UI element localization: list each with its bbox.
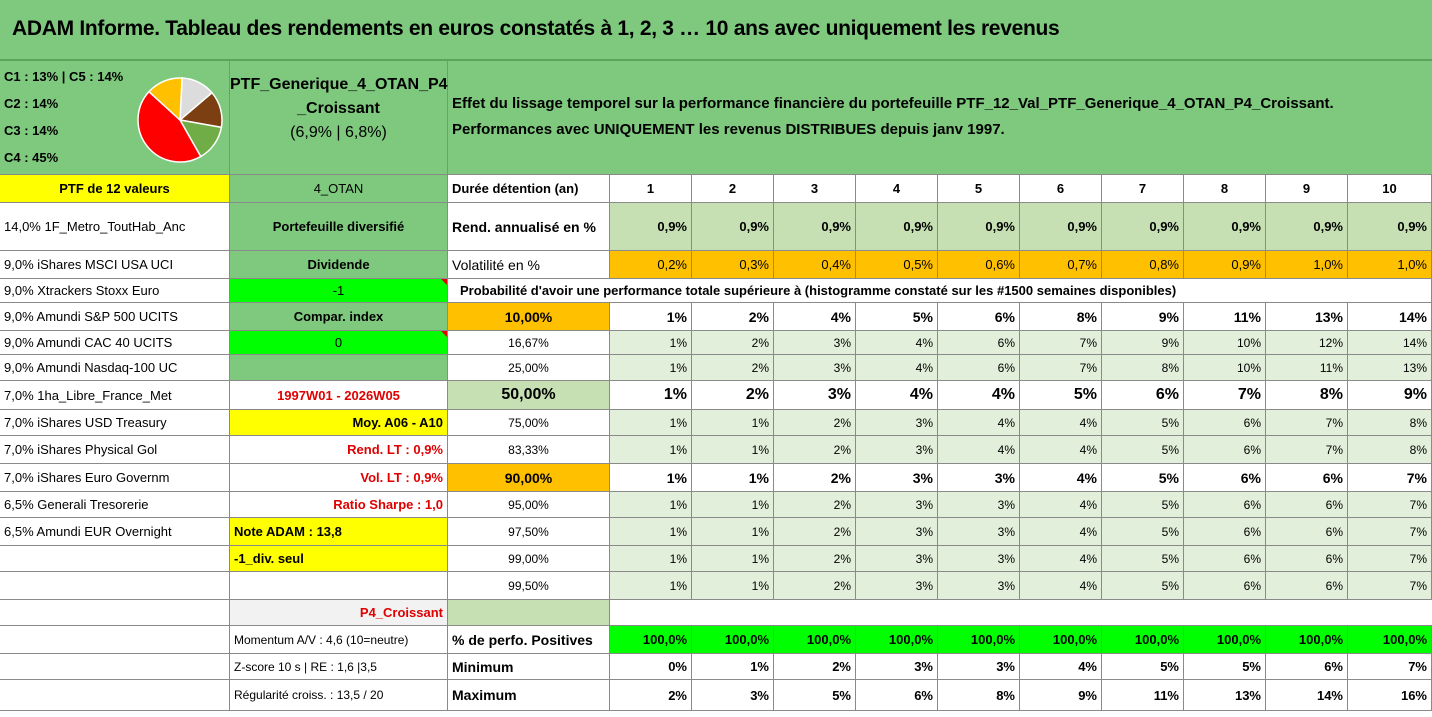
probability-value: 3% — [774, 381, 856, 410]
minimum-value: 5% — [1102, 654, 1184, 680]
probability-value: 2% — [692, 381, 774, 410]
probability-value: 8% — [1020, 303, 1102, 331]
rend-label: Rend. annualisé en % — [448, 203, 610, 251]
portfolio-name-line3: (6,9% | 6,8%) — [290, 124, 387, 141]
rend-value: 0,9% — [1102, 203, 1184, 251]
year-header: 6 — [1020, 175, 1102, 203]
probability-label: 90,00% — [448, 464, 610, 492]
positive-value: 100,0% — [856, 626, 938, 654]
probability-value: 7% — [1020, 355, 1102, 381]
note-adam: Note ADAM : 13,8 — [230, 518, 448, 546]
probability-value: 4% — [1020, 518, 1102, 546]
year-header: 4 — [856, 175, 938, 203]
probability-value: 4% — [1020, 410, 1102, 436]
year-header: 9 — [1266, 175, 1348, 203]
probability-value: 1% — [610, 410, 692, 436]
probability-label: 50,00% — [448, 381, 610, 410]
minimum-value: 0% — [610, 654, 692, 680]
probability-value: 3% — [856, 492, 938, 518]
maximum-value: 13% — [1184, 680, 1266, 711]
probability-value: 2% — [774, 546, 856, 572]
probability-value: 2% — [774, 518, 856, 546]
rend-lt-label: Rend. LT : 0,9% — [230, 436, 448, 464]
div-seul-label: -1_div. seul — [230, 546, 448, 572]
minimum-value: 5% — [1184, 654, 1266, 680]
minimum-value: 3% — [856, 654, 938, 680]
dividende-value: -1 — [230, 279, 448, 303]
positive-value: 100,0% — [1184, 626, 1266, 654]
probability-value: 3% — [774, 331, 856, 355]
probability-value: 14% — [1348, 303, 1432, 331]
minimum-value: 3% — [938, 654, 1020, 680]
probability-value: 3% — [856, 546, 938, 572]
probability-value: 7% — [1184, 381, 1266, 410]
empty-cell — [0, 572, 230, 600]
probability-value: 7% — [1348, 464, 1432, 492]
positive-value: 100,0% — [1102, 626, 1184, 654]
probability-value: 7% — [1348, 546, 1432, 572]
empty-cell — [610, 600, 1432, 626]
positive-value: 100,0% — [1348, 626, 1432, 654]
pie-label: C2 : 14% — [4, 96, 59, 111]
maximum-label: Maximum — [448, 680, 610, 711]
duree-label: Durée détention (an) — [448, 175, 610, 203]
vol-value: 0,7% — [1020, 251, 1102, 279]
rend-value: 0,9% — [774, 203, 856, 251]
probability-value: 6% — [1184, 436, 1266, 464]
diversified-label: Portefeuille diversifié — [230, 203, 448, 251]
probability-value: 2% — [774, 410, 856, 436]
probability-value: 1% — [610, 436, 692, 464]
rend-value: 0,9% — [1348, 203, 1432, 251]
positive-label: % de perfo. Positives — [448, 626, 610, 654]
probability-value: 12% — [1266, 331, 1348, 355]
probability-value: 7% — [1348, 572, 1432, 600]
probability-value: 4% — [856, 381, 938, 410]
year-header: 10 — [1348, 175, 1432, 203]
probability-value: 5% — [856, 303, 938, 331]
probability-value: 9% — [1102, 303, 1184, 331]
vol-label: Volatilité en % — [448, 251, 610, 279]
probability-value: 6% — [1184, 546, 1266, 572]
probability-value: 10% — [1184, 355, 1266, 381]
vol-lt-label: Vol. LT : 0,9% — [230, 464, 448, 492]
probability-value: 5% — [1020, 381, 1102, 410]
vol-value: 1,0% — [1266, 251, 1348, 279]
holding-item: 7,0% iShares Physical Gol — [0, 436, 230, 464]
probability-value: 1% — [610, 381, 692, 410]
probability-value: 2% — [692, 331, 774, 355]
probability-value: 1% — [610, 492, 692, 518]
pie-label: C4 : 45% — [4, 150, 59, 165]
probability-value: 9% — [1348, 381, 1432, 410]
year-header: 1 — [610, 175, 692, 203]
maximum-value: 8% — [938, 680, 1020, 711]
maximum-value: 2% — [610, 680, 692, 711]
year-header: 8 — [1184, 175, 1266, 203]
probability-value: 6% — [1184, 518, 1266, 546]
probability-label: 75,00% — [448, 410, 610, 436]
probability-value: 5% — [1102, 492, 1184, 518]
probability-value: 6% — [938, 303, 1020, 331]
probability-value: 3% — [856, 464, 938, 492]
probability-value: 3% — [938, 546, 1020, 572]
probability-value: 3% — [774, 355, 856, 381]
minimum-label: Minimum — [448, 654, 610, 680]
probability-value: 1% — [692, 436, 774, 464]
rend-value: 0,9% — [1020, 203, 1102, 251]
year-header: 5 — [938, 175, 1020, 203]
probability-value: 8% — [1348, 436, 1432, 464]
holding-item: 7,0% 1ha_Libre_France_Met — [0, 381, 230, 410]
probability-value: 4% — [938, 410, 1020, 436]
empty-cell — [0, 546, 230, 572]
period-label: 1997W01 - 2026W05 — [230, 381, 448, 410]
probability-value: 6% — [1102, 381, 1184, 410]
description-line1: Effet du lissage temporel sur la performance financière du portefeuille PTF_12_Val_PTF_Generique_4_OTAN_P4_Croissant. — [452, 95, 1334, 112]
probability-value: 4% — [1020, 572, 1102, 600]
vol-value: 0,5% — [856, 251, 938, 279]
year-header: 7 — [1102, 175, 1184, 203]
positive-value: 100,0% — [938, 626, 1020, 654]
page-title: ADAM Informe. Tableau des rendements en euros constatés à 1, 2, 3 … 10 ans avec uniquement les revenus — [0, 0, 1432, 61]
dividende-label: Dividende — [230, 251, 448, 279]
probability-value: 6% — [1184, 492, 1266, 518]
empty-cell — [230, 355, 448, 381]
probability-label: 25,00% — [448, 355, 610, 381]
probability-value: 4% — [938, 381, 1020, 410]
probability-value: 1% — [610, 572, 692, 600]
empty-cell — [0, 626, 230, 654]
probability-value: 1% — [610, 464, 692, 492]
probability-value: 6% — [1184, 572, 1266, 600]
holding-item: 6,5% Generali Tresorerie — [0, 492, 230, 518]
minimum-value: 7% — [1348, 654, 1432, 680]
probability-value: 4% — [938, 436, 1020, 464]
probability-value: 9% — [1102, 331, 1184, 355]
holding-item: 7,0% iShares USD Treasury — [0, 410, 230, 436]
probability-value: 5% — [1102, 410, 1184, 436]
holding-item: 14,0% 1F_Metro_ToutHab_Anc — [0, 203, 230, 251]
probability-value: 2% — [774, 464, 856, 492]
vol-value: 0,6% — [938, 251, 1020, 279]
probability-value: 7% — [1266, 436, 1348, 464]
probability-value: 1% — [692, 410, 774, 436]
maximum-value: 5% — [774, 680, 856, 711]
probability-value: 5% — [1102, 546, 1184, 572]
portfolio-name-line1: PTF_Generique_4_OTAN_P4 — [230, 76, 448, 93]
probability-value: 1% — [610, 303, 692, 331]
probability-value: 2% — [774, 492, 856, 518]
positive-value: 100,0% — [1020, 626, 1102, 654]
vol-value: 0,4% — [774, 251, 856, 279]
empty-cell — [1348, 279, 1432, 303]
probability-value: 13% — [1266, 303, 1348, 331]
year-header: 3 — [774, 175, 856, 203]
probability-value: 4% — [856, 331, 938, 355]
probability-value: 2% — [774, 436, 856, 464]
proba-title: Probabilité d'avoir une performance totale supérieure à (histogramme constaté sur les #1500 semaines disponibles) — [448, 279, 1348, 303]
probability-value: 5% — [1102, 518, 1184, 546]
probability-value: 6% — [1266, 492, 1348, 518]
probability-value: 3% — [856, 436, 938, 464]
probability-value: 8% — [1102, 355, 1184, 381]
holding-item: 6,5% Amundi EUR Overnight — [0, 518, 230, 546]
probability-value: 4% — [774, 303, 856, 331]
maximum-value: 11% — [1102, 680, 1184, 711]
holding-item: 9,0% Xtrackers Stoxx Euro — [0, 279, 230, 303]
probability-label: 99,00% — [448, 546, 610, 572]
minimum-value: 1% — [692, 654, 774, 680]
regularite-label: Régularité croiss. : 13,5 / 20 — [230, 680, 448, 711]
maximum-value: 3% — [692, 680, 774, 711]
empty-cell — [230, 572, 448, 600]
zscore-label: Z-score 10 s | RE : 1,6 |3,5 — [230, 654, 448, 680]
holding-item: 9,0% Amundi S&P 500 UCITS — [0, 303, 230, 331]
probability-value: 6% — [1266, 546, 1348, 572]
minimum-value: 2% — [774, 654, 856, 680]
moy-label: Moy. A06 - A10 — [230, 410, 448, 436]
probability-value: 6% — [1266, 464, 1348, 492]
probability-value: 3% — [856, 572, 938, 600]
probability-value: 6% — [1266, 572, 1348, 600]
rend-value: 0,9% — [1266, 203, 1348, 251]
probability-value: 10% — [1184, 331, 1266, 355]
probability-value: 6% — [938, 355, 1020, 381]
compar-index-label: Compar. index — [230, 303, 448, 331]
left-col-header: PTF de 12 valeurs — [0, 175, 230, 203]
probability-value: 7% — [1348, 492, 1432, 518]
vol-value: 1,0% — [1348, 251, 1432, 279]
vol-value: 0,8% — [1102, 251, 1184, 279]
probability-value: 4% — [1020, 546, 1102, 572]
positive-value: 100,0% — [774, 626, 856, 654]
probability-label: 83,33% — [448, 436, 610, 464]
compar-index-value: 0 — [230, 331, 448, 355]
probability-value: 1% — [610, 355, 692, 381]
maximum-value: 14% — [1266, 680, 1348, 711]
probability-value: 3% — [938, 464, 1020, 492]
pie-label: C3 : 14% — [4, 123, 59, 138]
probability-value: 4% — [856, 355, 938, 381]
probability-value: 3% — [938, 572, 1020, 600]
holding-item: 9,0% Amundi CAC 40 UCITS — [0, 331, 230, 355]
rend-value: 0,9% — [856, 203, 938, 251]
probability-value: 1% — [692, 464, 774, 492]
holding-item: 7,0% iShares Euro Governm — [0, 464, 230, 492]
probability-label: 99,50% — [448, 572, 610, 600]
holding-item: 9,0% Amundi Nasdaq-100 UC — [0, 355, 230, 381]
probability-value: 3% — [938, 518, 1020, 546]
vol-value: 0,9% — [1184, 251, 1266, 279]
probability-value: 1% — [692, 518, 774, 546]
probability-value: 6% — [938, 331, 1020, 355]
probability-value: 1% — [610, 546, 692, 572]
probability-label: 10,00% — [448, 303, 610, 331]
probability-value: 3% — [856, 518, 938, 546]
probability-value: 7% — [1348, 518, 1432, 546]
profile-label: P4_Croissant — [230, 600, 448, 626]
sharpe-label: Ratio Sharpe : 1,0 — [230, 492, 448, 518]
probability-value: 8% — [1348, 410, 1432, 436]
probability-label: 97,50% — [448, 518, 610, 546]
description-line2: Performances avec UNIQUEMENT les revenus DISTRIBUES depuis janv 1997. — [452, 121, 1005, 138]
rend-value: 0,9% — [1184, 203, 1266, 251]
probability-value: 4% — [1020, 464, 1102, 492]
probability-value: 1% — [610, 331, 692, 355]
probability-value: 4% — [1020, 436, 1102, 464]
rend-value: 0,9% — [692, 203, 774, 251]
maximum-value: 6% — [856, 680, 938, 711]
probability-value: 2% — [692, 303, 774, 331]
probability-value: 5% — [1102, 572, 1184, 600]
maximum-value: 9% — [1020, 680, 1102, 711]
portfolio-name-line2: _Croissant — [297, 100, 380, 117]
probability-value: 3% — [938, 492, 1020, 518]
empty-cell — [0, 654, 230, 680]
minimum-value: 4% — [1020, 654, 1102, 680]
rend-value: 0,9% — [610, 203, 692, 251]
probability-value: 7% — [1020, 331, 1102, 355]
maximum-value: 16% — [1348, 680, 1432, 711]
probability-value: 5% — [1102, 436, 1184, 464]
empty-cell — [0, 600, 230, 626]
positive-value: 100,0% — [692, 626, 774, 654]
probability-value: 13% — [1348, 355, 1432, 381]
probability-label: 16,67% — [448, 331, 610, 355]
positive-value: 100,0% — [1266, 626, 1348, 654]
probability-value: 1% — [692, 492, 774, 518]
probability-value: 1% — [692, 572, 774, 600]
probability-value: 11% — [1266, 355, 1348, 381]
probability-value: 2% — [692, 355, 774, 381]
probability-value: 14% — [1348, 331, 1432, 355]
probability-value: 8% — [1266, 381, 1348, 410]
probability-value: 3% — [856, 410, 938, 436]
momentum-label: Momentum A/V : 4,6 (10=neutre) — [230, 626, 448, 654]
probability-label: 95,00% — [448, 492, 610, 518]
minimum-value: 6% — [1266, 654, 1348, 680]
empty-cell — [448, 600, 610, 626]
empty-cell — [0, 680, 230, 711]
rend-value: 0,9% — [938, 203, 1020, 251]
probability-value: 4% — [1020, 492, 1102, 518]
probability-value: 5% — [1102, 464, 1184, 492]
pie-label: C1 : 13% | C5 : 14% — [4, 69, 124, 84]
probability-value: 6% — [1266, 518, 1348, 546]
vol-value: 0,3% — [692, 251, 774, 279]
year-header: 2 — [692, 175, 774, 203]
vol-value: 0,2% — [610, 251, 692, 279]
positive-value: 100,0% — [610, 626, 692, 654]
probability-value: 7% — [1266, 410, 1348, 436]
probability-value: 1% — [610, 518, 692, 546]
probability-value: 6% — [1184, 464, 1266, 492]
probability-value: 11% — [1184, 303, 1266, 331]
holding-item: 9,0% iShares MSCI USA UCI — [0, 251, 230, 279]
probability-value: 2% — [774, 572, 856, 600]
probability-value: 1% — [692, 546, 774, 572]
mid-col-header: 4_OTAN — [230, 175, 448, 203]
probability-value: 6% — [1184, 410, 1266, 436]
